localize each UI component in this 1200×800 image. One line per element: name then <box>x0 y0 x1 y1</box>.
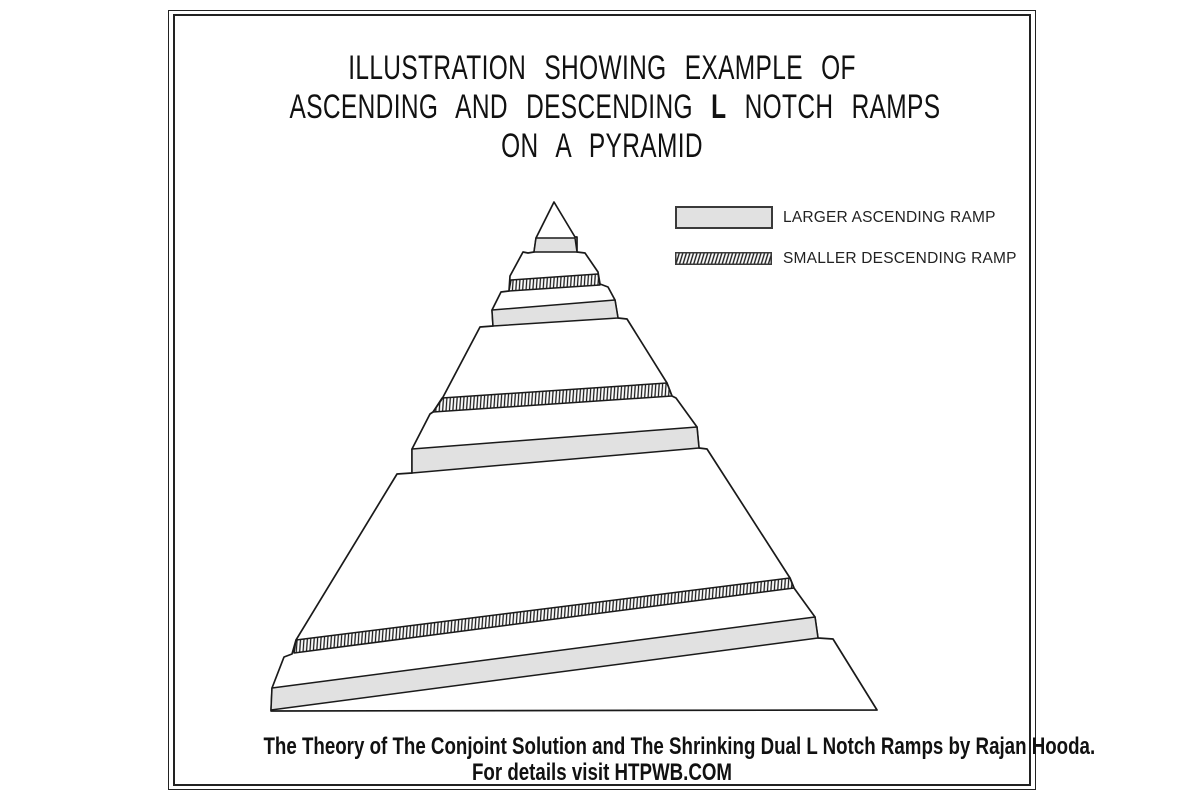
legend-item-ascending <box>675 206 996 229</box>
descending-ramp-swatch <box>675 252 772 265</box>
title-line-3: ON A PYRAMID <box>501 127 703 165</box>
descending-ramp-label: SMALLER DESCENDING RAMP <box>783 249 1017 267</box>
caption-line-2: For details visit HTPWB.COM <box>471 759 733 786</box>
caption <box>168 733 1096 786</box>
title-line-1: ILLUSTRATION SHOWING EXAMPLE OF <box>348 49 856 87</box>
ascending-ramp-swatch <box>675 206 773 229</box>
ascending-ramp-label: LARGER ASCENDING RAMP <box>783 208 996 226</box>
title-line-2-post: NOTCH RAMPS <box>726 88 941 126</box>
ascending-ramp-1-band <box>534 238 577 252</box>
caption-line-1: The Theory of The Conjoint Solution and The Shrinking Dual L Notch Ramps by Rajan Hooda. <box>263 733 1096 760</box>
legend-item-descending <box>675 249 1017 267</box>
title-line-2-bold-l: L <box>711 88 727 126</box>
title-line-2-pre: ASCENDING AND DESCENDING <box>289 88 712 126</box>
